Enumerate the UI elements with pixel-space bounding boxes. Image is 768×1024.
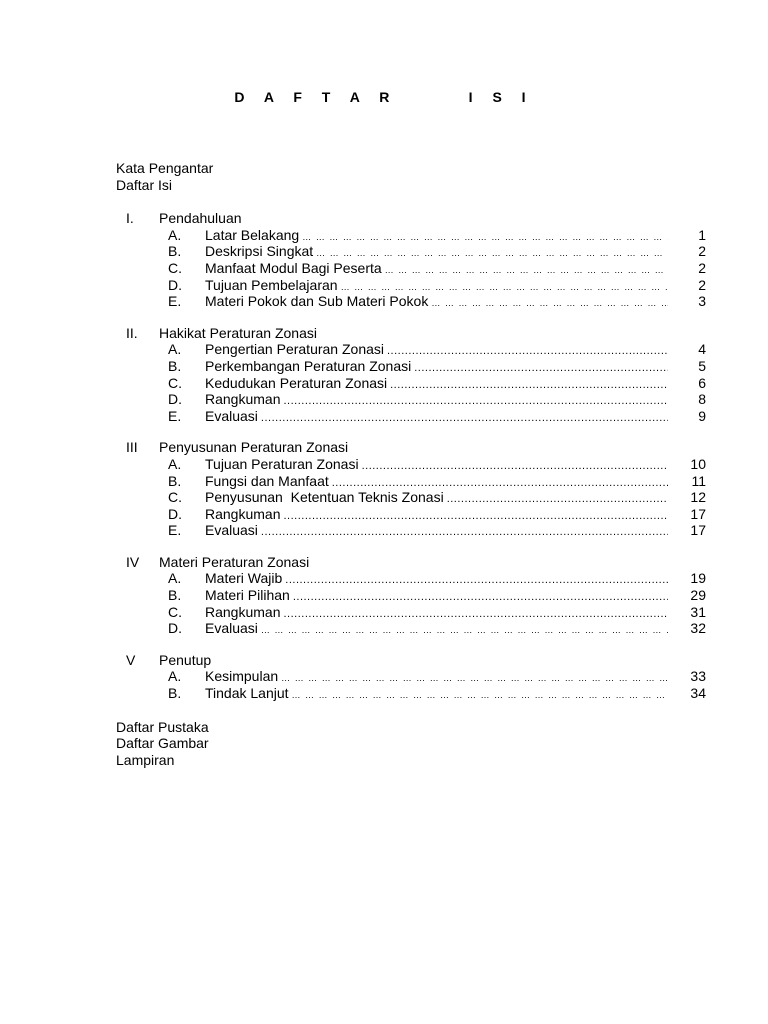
- toc-entry: [116, 260, 706, 277]
- title-part-2: I S I: [468, 89, 534, 105]
- front-matter-kata-pengantar: Kata Pengantar: [116, 160, 214, 176]
- dot-leader: [431, 295, 668, 312]
- entry-page-number: 9: [698, 407, 706, 424]
- entry-letter: E.: [168, 522, 182, 539]
- entry-letter: C.: [168, 603, 182, 620]
- chapter-title: Hakikat Peraturan Zonasi: [159, 324, 317, 341]
- entry-letter: B.: [168, 243, 182, 260]
- entry-letter: B.: [168, 472, 182, 489]
- chapter-number: IV: [126, 553, 140, 570]
- entry-title: Kedudukan Peraturan Zonasi: [205, 374, 388, 391]
- dot-leader: [302, 229, 668, 246]
- entry-letter: D.: [168, 276, 182, 293]
- toc-entry: [116, 391, 706, 408]
- toc-entry: [116, 341, 706, 358]
- toc-entry: [116, 408, 706, 425]
- chapter-section: [116, 210, 706, 310]
- entry-page-number: 11: [691, 472, 706, 489]
- entry-title: Evaluasi: [205, 620, 258, 637]
- chapter-section: [116, 652, 706, 702]
- entry-letter: E.: [168, 293, 182, 310]
- toc-entry: [116, 668, 706, 685]
- entry-letter: D.: [168, 505, 182, 522]
- toc-entry: [116, 489, 706, 506]
- chapter-heading: [116, 652, 706, 669]
- entry-letter: C.: [168, 489, 182, 506]
- entry-title: Tindak Lanjut: [205, 685, 289, 702]
- chapter-title: Pendahuluan: [159, 210, 242, 227]
- back-matter-daftar-gambar: Daftar Gambar: [116, 735, 209, 752]
- page-title: [0, 88, 768, 106]
- entry-page-number: 2: [698, 276, 706, 293]
- dot-leader: [447, 491, 668, 508]
- toc-entry: [116, 506, 706, 523]
- entry-title: Materi Pilihan: [205, 587, 290, 604]
- chapter-title: Penyusunan Peraturan Zonasi: [159, 439, 349, 456]
- entry-title: Rangkuman: [205, 603, 281, 620]
- dot-leader: [390, 377, 668, 394]
- dot-leader: [261, 622, 668, 639]
- chapter-heading: [116, 439, 706, 456]
- entry-letter: D.: [168, 391, 182, 408]
- entry-letter: A.: [168, 226, 182, 243]
- entry-title: Tujuan Peraturan Zonasi: [205, 455, 359, 472]
- toc-entry: [116, 522, 706, 539]
- entry-title: Latar Belakang: [205, 226, 300, 243]
- toc-entry: [116, 685, 706, 702]
- toc-entry: [116, 293, 706, 310]
- entry-page-number: 17: [690, 505, 706, 522]
- dot-leader: [284, 508, 669, 525]
- entry-title: Penyusunan Ketentuan Teknis Zonasi: [205, 489, 444, 506]
- toc-entry: [116, 227, 706, 244]
- entry-title: Deskripsi Singkat: [205, 243, 314, 260]
- entry-page-number: 2: [698, 259, 706, 276]
- entry-page-number: 34: [690, 685, 706, 702]
- entry-letter: B.: [168, 587, 182, 604]
- chapter-section: [116, 439, 706, 539]
- entry-title: Rangkuman: [205, 505, 281, 522]
- dot-leader: [362, 458, 668, 475]
- chapter-number: V: [126, 651, 136, 668]
- chapter-section: [116, 554, 706, 637]
- toc-entry: [116, 604, 706, 621]
- entry-letter: B.: [168, 357, 182, 374]
- dot-leader: [281, 670, 668, 687]
- entry-page-number: 1: [698, 226, 706, 243]
- entry-title: Manfaat Modul Bagi Peserta: [205, 259, 382, 276]
- toc-entry: [116, 456, 706, 473]
- chapter-heading: [116, 210, 706, 227]
- entry-title: Rangkuman: [205, 391, 281, 408]
- toc-entry: [116, 620, 706, 637]
- entry-page-number: 3: [698, 293, 706, 310]
- entry-letter: B.: [168, 685, 182, 702]
- toc-entry: [116, 473, 706, 490]
- entry-letter: C.: [168, 259, 182, 276]
- dot-leader: [284, 393, 669, 410]
- entry-title: Perkembangan Peraturan Zonasi: [205, 357, 412, 374]
- entry-title: Tujuan Pembelajaran: [205, 276, 338, 293]
- dot-leader: [293, 589, 668, 606]
- entry-title: Fungsi dan Manfaat: [205, 472, 329, 489]
- entry-page-number: 2: [698, 243, 706, 260]
- entry-title: Evaluasi: [205, 407, 258, 424]
- entry-page-number: 19: [690, 570, 706, 587]
- back-matter-lampiran: Lampiran: [116, 751, 175, 768]
- back-matter-daftar-pustaka: Daftar Pustaka: [116, 718, 209, 735]
- title-part-1: D A F T A R: [234, 89, 398, 105]
- entry-letter: E.: [168, 407, 182, 424]
- toc-entry: [116, 587, 706, 604]
- entry-page-number: 8: [698, 391, 706, 408]
- entry-letter: A.: [168, 455, 182, 472]
- dot-leader: [414, 360, 668, 377]
- dot-leader: [284, 606, 669, 623]
- toc-entry: [116, 243, 706, 260]
- chapter-number: I.: [126, 210, 134, 227]
- dot-leader: [285, 572, 668, 589]
- entry-page-number: 5: [698, 357, 706, 374]
- entry-title: Materi Wajib: [205, 570, 283, 587]
- dot-leader: [387, 343, 668, 360]
- chapter-title: Penutup: [159, 651, 212, 668]
- chapter-list: [116, 210, 706, 701]
- dot-leader: [261, 524, 668, 541]
- entry-letter: A.: [168, 668, 182, 685]
- entry-page-number: 29: [690, 587, 706, 604]
- toc-entry: [116, 375, 706, 392]
- chapter-number: III: [126, 439, 138, 456]
- chapter-number: II.: [126, 324, 138, 341]
- dot-leader: [261, 410, 668, 427]
- entry-title: Kesimpulan: [205, 668, 279, 685]
- entry-letter: A.: [168, 570, 182, 587]
- chapter-section: [116, 325, 706, 425]
- entry-title: Pengertian Peraturan Zonasi: [205, 341, 384, 358]
- dot-leader: [292, 687, 668, 704]
- entry-page-number: 10: [690, 455, 706, 472]
- chapter-heading: [116, 554, 706, 571]
- entry-page-number: 32: [690, 620, 706, 637]
- entry-letter: A.: [168, 341, 182, 358]
- entry-page-number: 31: [690, 603, 706, 620]
- chapter-heading: [116, 325, 706, 342]
- chapter-title: Materi Peraturan Zonasi: [159, 553, 310, 570]
- table-of-contents: [116, 160, 706, 768]
- entry-letter: D.: [168, 620, 182, 637]
- front-matter-daftar-isi: Daftar Isi: [116, 176, 173, 193]
- toc-entry: [116, 358, 706, 375]
- toc-entry: [116, 277, 706, 294]
- entry-page-number: 17: [690, 522, 706, 539]
- entry-page-number: 4: [698, 341, 706, 358]
- toc-entry: [116, 570, 706, 587]
- entry-page-number: 33: [690, 668, 706, 685]
- entry-title: Materi Pokok dan Sub Materi Pokok: [205, 293, 429, 310]
- entry-page-number: 6: [698, 374, 706, 391]
- dot-leader: [385, 262, 668, 279]
- entry-letter: C.: [168, 374, 182, 391]
- entry-title: Evaluasi: [205, 522, 258, 539]
- entry-page-number: 12: [690, 489, 706, 506]
